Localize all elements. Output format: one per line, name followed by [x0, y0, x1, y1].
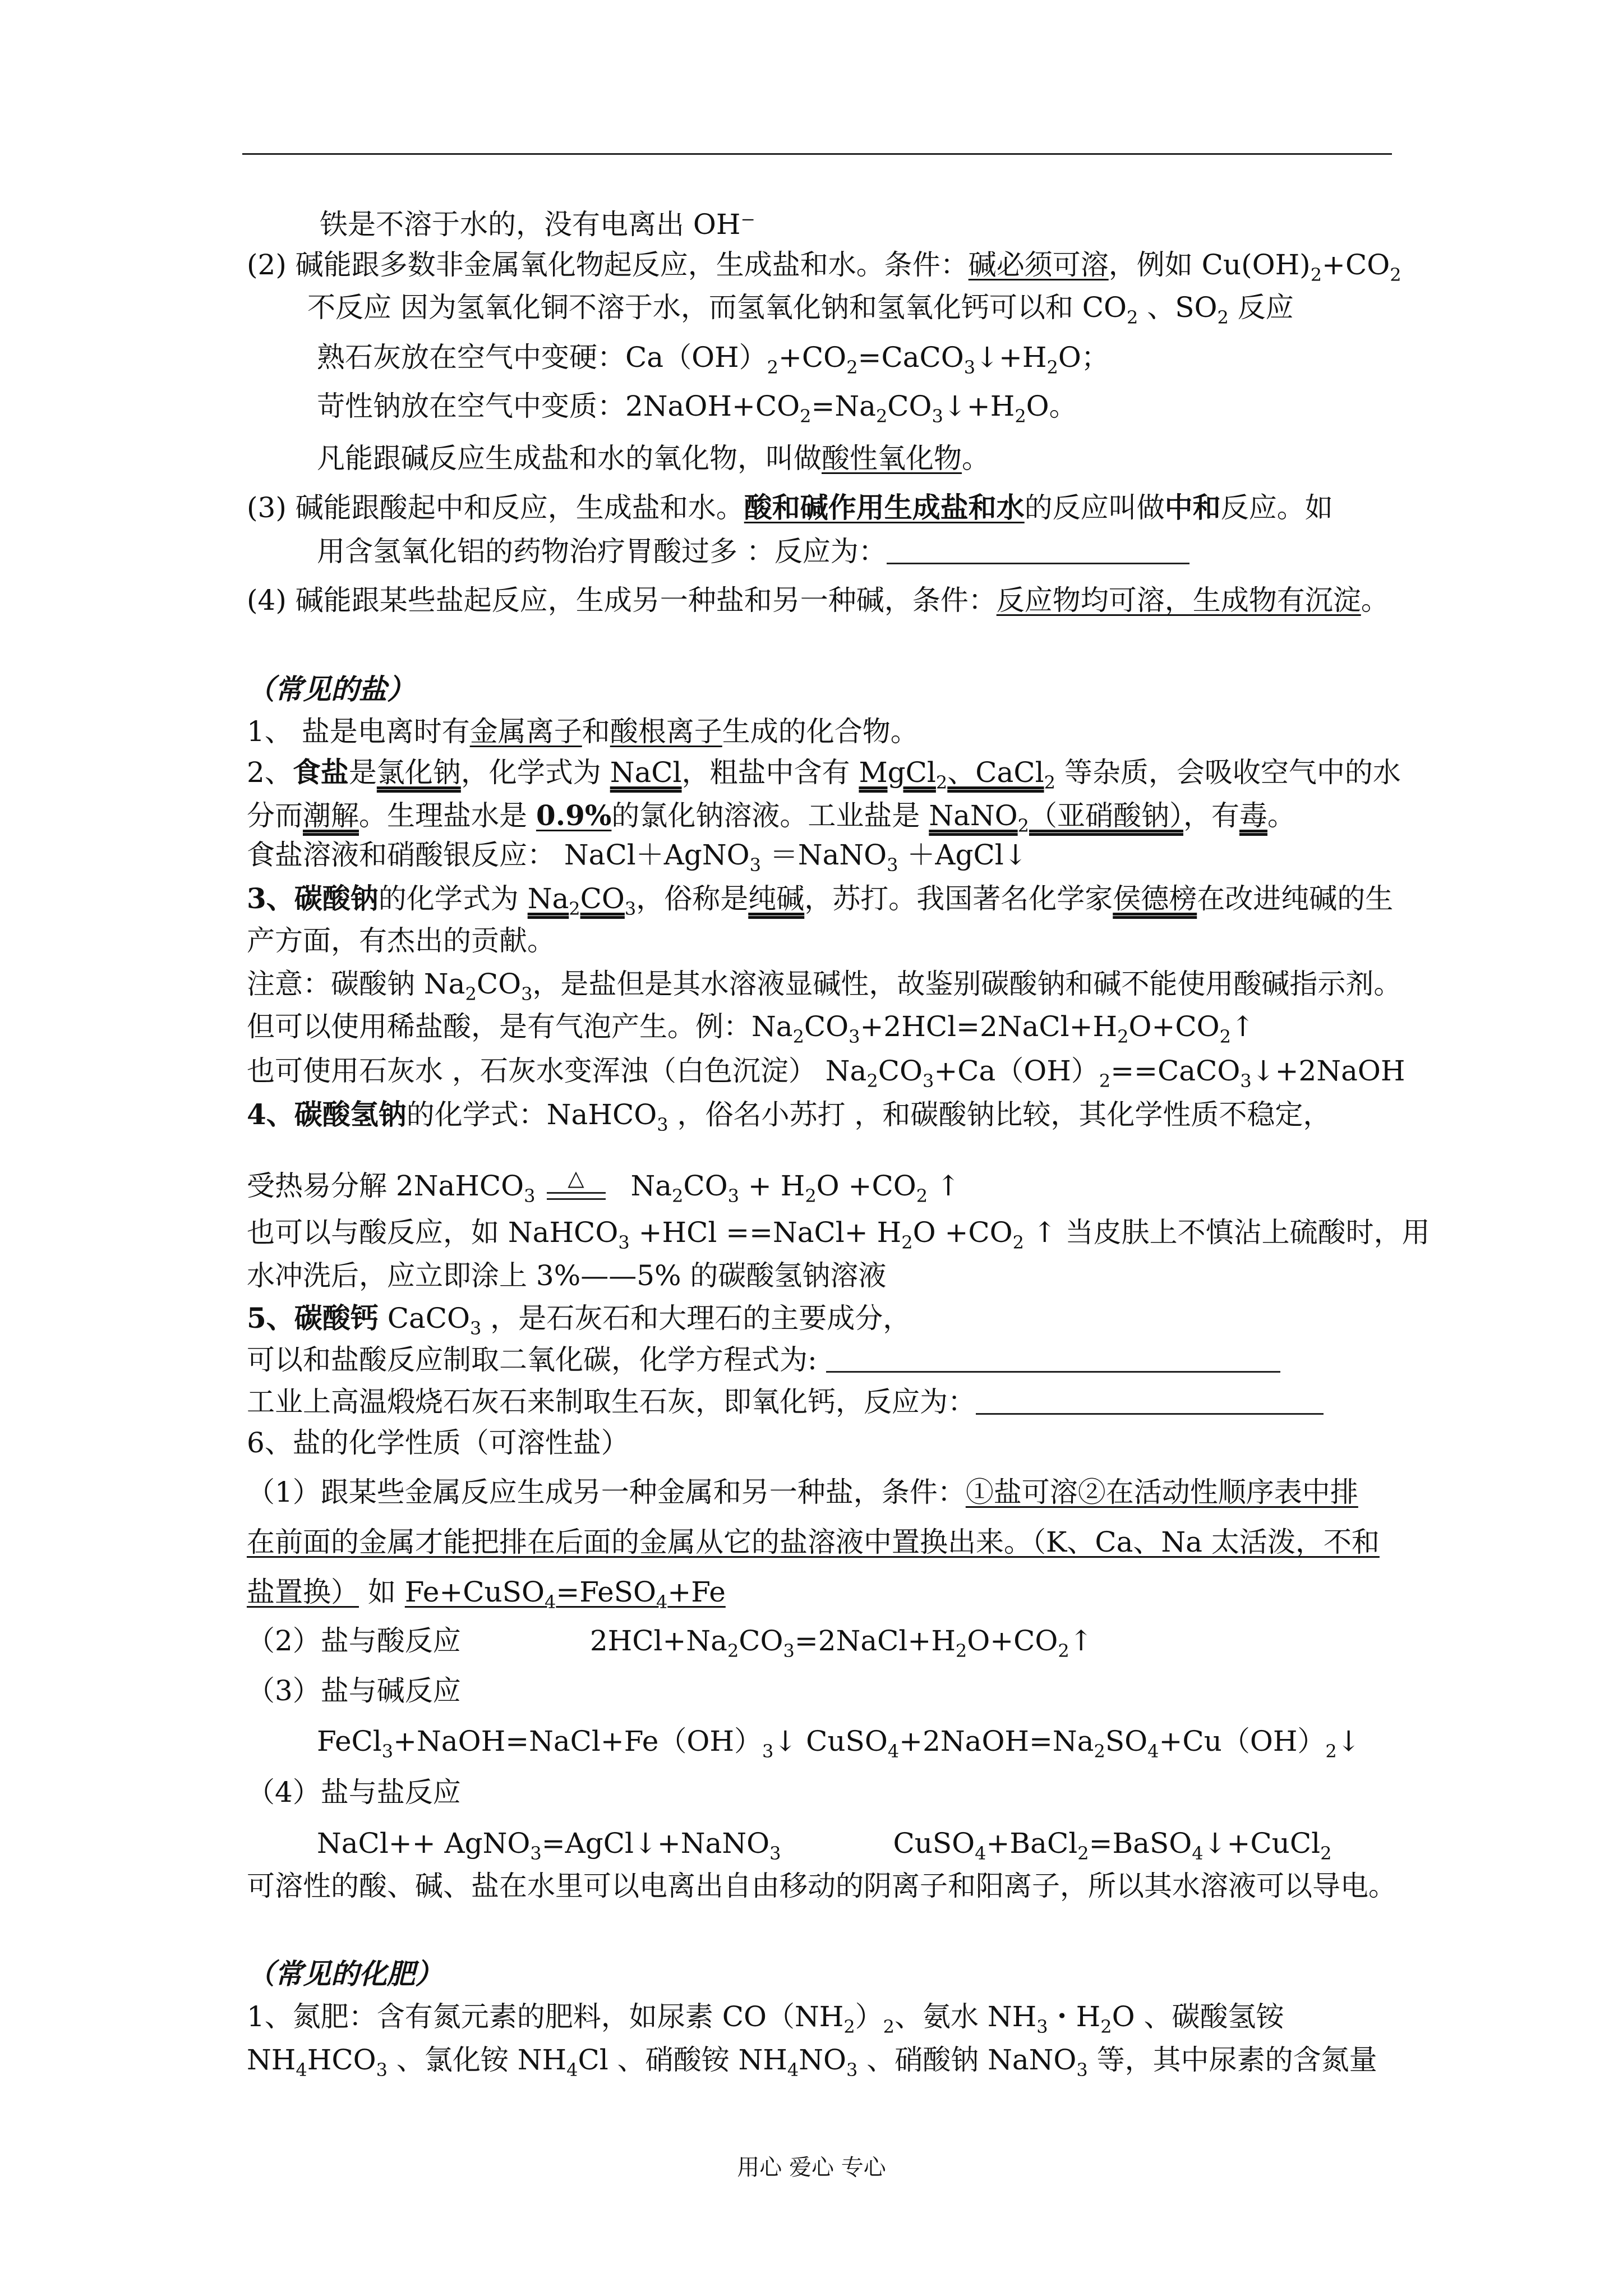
answer-blank[interactable]: [887, 536, 1189, 564]
page-footer: 用心 爱心 专心: [737, 2155, 886, 2180]
text-line: 但可以使用稀盐酸，是有气泡产生。例：$Na_2CO_3+2HCl=2NaCl+H_2O+CO_2↑$: [247, 1010, 1255, 1047]
text-line: （3）盐与碱反应: [247, 1674, 461, 1707]
text-line: （4）盐与盐反应: [247, 1776, 461, 1809]
text-line: (4) 碱能跟某些盐起反应，生成另一种盐和另一种碱，条件：反应物均可溶，生成物有沉淀。: [247, 584, 1389, 616]
text-line: （2）盐与酸反应 $2HCl+Na_2CO_3=2NaCl+H_2O+CO_2↑$: [247, 1625, 1093, 1662]
text-line: 分而潮解。生理盐水是 0.9%的氯化钠溶液。工业盐是 NaNO$_2$（亚硝酸钠），有毒。: [247, 799, 1295, 836]
text-line: (2) 碱能跟多数非金属氧化物起反应，生成盐和水。条件：碱必须可溶，例如 $Cu(OH)_2+CO_2$: [247, 249, 1401, 286]
text-line: 食盐溶液和硝酸银反应： NaCl＋AgNO$_3$ ＝NaNO$_3$ ＋AgCl↓: [247, 839, 1027, 876]
text-line: $NH_4HCO_3$ 、氯化铵 $NH_4Cl$ 、硝酸铵 $NH_4NO_3$ 、硝酸钠 NaNO$_3$ 等，其中尿素的含氮量: [247, 2044, 1377, 2081]
section-heading: （常见的盐）: [247, 673, 415, 706]
text-line: 铁是不溶于水的，没有电离出 OH⁻: [320, 208, 755, 241]
text-line: 5、碳酸钙 CaCO$_3$ ，是石灰石和大理石的主要成分，: [247, 1301, 911, 1339]
text-line: 不反应 因为氢氧化铜不溶于水，而氢氧化钠和氢氧化钙可以和 $CO_2$ 、$SO_2$ 反应: [307, 291, 1294, 328]
text-line: 可溶性的酸、碱、盐在水里可以电离出自由移动的阴离子和阳离子，所以其水溶液可以导电。: [247, 1870, 1396, 1902]
text-line: 苛性钠放在空气中变质：$2NaOH+CO_2=Na_2CO_3↓+H_2O$。: [317, 390, 1077, 427]
text-line: 也可使用石灰水 ，石灰水变浑浊（白色沉淀） $Na_2CO_3+Ca(OH)_2==CaCO_3↓+2NaOH$: [247, 1055, 1405, 1092]
text-line: 工业上高温煅烧石灰石来制取生石灰，即氧化钙，反应为：: [247, 1384, 1324, 1420]
heat-symbol: △: [568, 1166, 584, 1190]
text-line: 盐置换） 如 Fe+CuSO$_4$=FeSO$_4$+Fe: [247, 1576, 726, 1613]
text-line: 熟石灰放在空气中变硬：$Ca(OH)_2+CO_2=CaCO_3↓+H_2O$；: [317, 341, 1109, 378]
text-line: 在前面的金属才能把排在后面的金属从它的盐溶液中置换出来。（K、Ca、Na 太活泼，不和: [247, 1526, 1380, 1558]
text-line: $FeCl_3+NaOH=NaCl+Fe(OH)_3↓$ $CuSO_4+2NaOH=Na_2SO_4+Cu(OH)_2↓$: [317, 1725, 1361, 1762]
text-line: 1、 盐是电离时有金属离子和酸根离子生成的化合物。: [247, 715, 919, 748]
section-heading: （常见的化肥）: [247, 1957, 443, 1990]
text-line: 凡能跟碱反应生成盐和水的氧化物，叫做酸性氧化物。: [317, 442, 990, 475]
text-line: 4、碳酸氢钠的化学式：NaHCO$_3$ ，俗名小苏打 ，和碳酸钠比较，其化学性质不稳定，: [247, 1098, 1331, 1135]
text-line: 6、盐的化学性质（可溶性盐）: [247, 1427, 629, 1459]
text-line: 水冲洗后，应立即涂上 3%——5% 的碳酸氢钠溶液: [247, 1259, 887, 1292]
text-line: (3) 碱能跟酸起中和反应，生成盐和水。酸和碱作用生成盐和水的反应叫做中和反应。如: [247, 491, 1333, 524]
text-line: NaCl++ AgNO$_3$=AgCl↓+NaNO$_3$ CuSO$_4$+BaCl$_2$=BaSO$_4$↓+CuCl$_2$: [317, 1827, 1332, 1864]
text-line: 注意：碳酸钠 $Na_2CO_3$，是盐但是其水溶液显碱性，故鉴别碳酸钠和碱不能使用酸碱指示剂。: [247, 968, 1402, 1005]
text-line: 受热易分解 2NaHCO$_3$ $Na_2CO_3 + H_2O +CO_2$ ↑: [247, 1170, 960, 1207]
text-line: 1、氮肥：含有氮元素的肥料，如尿素 $CO(NH_2)_2$、氨水 $NH_3$・$H_2O$ 、碳酸氢铵: [247, 2000, 1284, 2037]
answer-blank[interactable]: [826, 1344, 1280, 1373]
text-line: 也可以与酸反应，如 NaHCO$_3$ +HCl ==NaCl+ $H_2O +CO_2$ ↑ 当皮肤上不慎沾上硫酸时，用: [247, 1216, 1430, 1253]
text-line: 2、食盐是氯化钠，化学式为 NaCl，粗盐中含有 MgCl$_2$、CaCl$_2$ 等杂质，会吸收空气中的水: [247, 756, 1401, 793]
answer-blank[interactable]: [976, 1386, 1324, 1415]
text-line: 可以和盐酸反应制取二氧化碳，化学方程式为:: [247, 1342, 1280, 1378]
header-rule: [242, 153, 1392, 155]
text-line: 用含氢氧化铝的药物治疗胃酸过多 ：反应为：: [317, 533, 1189, 569]
text-line: 3、碳酸钠的化学式为 $Na_2CO_3$，俗称是纯碱，苏打。我国著名化学家侯德榜在改进纯碱的生: [247, 882, 1394, 919]
text-line: （1）跟某些金属反应生成另一种金属和另一种盐，条件：①盐可溶②在活动性顺序表中排: [247, 1476, 1358, 1508]
text-line: 产方面，有杰出的贡献。: [247, 924, 555, 957]
